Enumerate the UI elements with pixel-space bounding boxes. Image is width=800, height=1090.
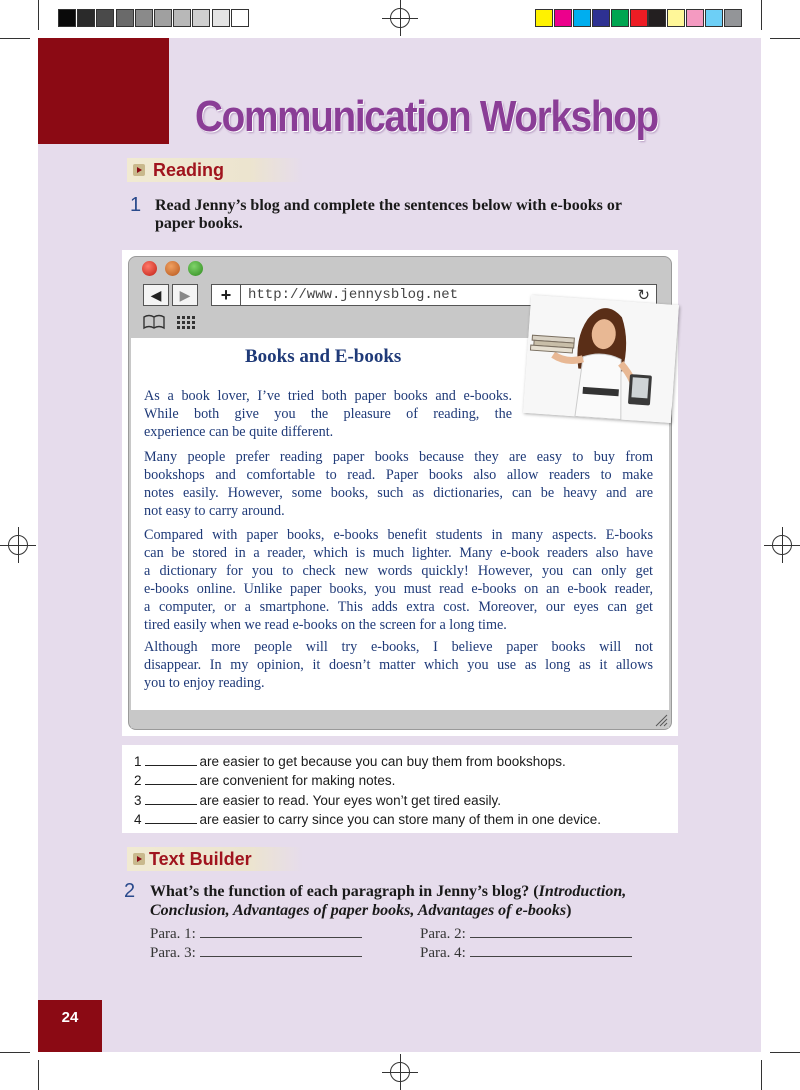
url-text[interactable]: http://www.jennysblog.net bbox=[248, 287, 459, 303]
blog-title: Books and E-books bbox=[245, 346, 402, 367]
registration-mark-right bbox=[764, 527, 800, 563]
page-number: 24 bbox=[61, 1009, 79, 1026]
para-3-label: Para. 3: bbox=[150, 945, 196, 961]
page-title: Communication Workshop bbox=[195, 92, 658, 141]
grayscale-swatch bbox=[96, 9, 114, 27]
question-2-line1 bbox=[150, 883, 626, 901]
new-tab-button[interactable]: + bbox=[212, 285, 241, 305]
color-swatch bbox=[705, 9, 723, 27]
sentence-blank[interactable] bbox=[145, 772, 197, 785]
status-bar bbox=[131, 710, 669, 728]
para-4-answer bbox=[420, 944, 632, 962]
sentence-number: 2 bbox=[134, 773, 142, 789]
para-2-label: Para. 2: bbox=[420, 926, 466, 942]
question-2-text: What’s the function of each paragraph in Jenny’s blog? ( bbox=[150, 883, 539, 900]
crop-mark bbox=[761, 1060, 762, 1090]
question-2-options-part1: Introduction, bbox=[538, 883, 627, 900]
grayscale-swatch bbox=[192, 9, 210, 27]
minimize-dot-icon[interactable] bbox=[165, 261, 180, 276]
blog-paragraph-2-line: Many people prefer reading paper books because they are easy to buy from bbox=[144, 449, 653, 465]
grayscale-swatch bbox=[212, 9, 230, 27]
corner-block bbox=[38, 38, 169, 144]
grayscale-swatch bbox=[154, 9, 172, 27]
para-1-blank[interactable] bbox=[200, 925, 362, 938]
color-swatch bbox=[630, 9, 648, 27]
page-number-box bbox=[38, 1000, 102, 1052]
blog-paragraph-3-line: a computer, or a smartphone. This adds extra cost. Moreover, our eyes can get bbox=[144, 599, 653, 615]
sentence-number: 4 bbox=[134, 811, 142, 827]
blog-paragraph-1-line: experience can be quite different. bbox=[144, 424, 334, 440]
para-2-blank[interactable] bbox=[470, 925, 632, 938]
grayscale-swatch bbox=[58, 9, 76, 27]
para-3-blank[interactable] bbox=[200, 944, 362, 957]
sentence-text: are easier to carry since you can store many of them in one device. bbox=[199, 811, 601, 827]
color-swatch bbox=[554, 9, 572, 27]
sentence-text: are easier to get because you can buy them from bookshops. bbox=[199, 754, 566, 769]
grayscale-swatch bbox=[231, 9, 249, 27]
blog-paragraph-1-line: As a book lover, I’ve tried both paper books and e-books. bbox=[144, 388, 512, 404]
close-dot-icon[interactable] bbox=[142, 261, 157, 276]
blog-photo bbox=[523, 295, 679, 423]
sentence-number: 1 bbox=[134, 754, 142, 769]
sentence-blank[interactable] bbox=[145, 811, 197, 824]
blog-paragraph-2-line: not easy to carry around. bbox=[144, 503, 285, 519]
registration-mark-left bbox=[0, 527, 36, 563]
sentence-text: are easier to read. Your eyes won’t get tired easily. bbox=[199, 792, 501, 808]
sentence-item bbox=[134, 792, 501, 808]
blog-paragraph-3-line: a dictionary for you to check new words quickly! However, you can only get bbox=[144, 563, 653, 579]
blog-paragraph-2-line: bookshops and comfortable to read. Paper books also allow readers to make bbox=[144, 467, 653, 483]
color-swatch bbox=[592, 9, 610, 27]
color-swatch bbox=[667, 9, 685, 27]
sentence-text: are convenient for making notes. bbox=[199, 773, 396, 789]
blog-paragraph-3-line: Compared with paper books, e-books benefit students in many aspects. E-books bbox=[144, 527, 653, 543]
sentence-blank[interactable] bbox=[145, 753, 197, 766]
refresh-icon[interactable]: ↻ bbox=[637, 287, 650, 304]
blog-paragraph-3-line: can be stored in a reader, which is much lighter. Many e-book readers also have bbox=[144, 545, 653, 561]
color-swatch bbox=[535, 9, 553, 27]
question-1-instruction-line2: paper books. bbox=[155, 215, 243, 232]
blog-paragraph-4-line: disappear. In my opinion, it doesn’t matter which you use as long as it allows bbox=[144, 657, 653, 673]
para-1-label: Para. 1: bbox=[150, 926, 196, 942]
crop-mark bbox=[770, 1052, 800, 1053]
resize-handle-icon[interactable] bbox=[654, 713, 668, 727]
color-swatch bbox=[724, 9, 742, 27]
reading-section-tag bbox=[127, 158, 303, 182]
blog-paragraph-4-line: you to enjoy reading. bbox=[144, 675, 265, 691]
question-2-options-part2: Conclusion, Advantages of paper books, Advantages of e-books bbox=[150, 902, 567, 919]
sentence-item bbox=[134, 811, 601, 827]
para-2-answer bbox=[420, 925, 632, 943]
crop-mark bbox=[0, 1052, 30, 1053]
crop-mark bbox=[761, 0, 762, 30]
back-button[interactable]: ◀ bbox=[143, 284, 169, 306]
sentence-number: 3 bbox=[134, 792, 142, 808]
question-1-instruction-line1: Read Jenny’s blog and complete the sentences below with e-books or bbox=[155, 197, 622, 214]
color-swatch bbox=[573, 9, 591, 27]
reading-label: Reading bbox=[153, 160, 225, 180]
maximize-dot-icon[interactable] bbox=[188, 261, 203, 276]
sentence-item bbox=[134, 753, 566, 769]
blog-paragraph-1-line: While both give you the pleasure of reading, the bbox=[144, 406, 512, 422]
blog-paragraph-3-line: e-books online. Unlike paper books, you must read e-books on an e-book reader, bbox=[144, 581, 653, 597]
color-swatch bbox=[611, 9, 629, 27]
question-2-number: 2 bbox=[124, 880, 136, 902]
blog-paragraph-2-line: notes easily. However, some books, such as dictionaries, can be heavy and are bbox=[144, 485, 653, 501]
grayscale-swatch bbox=[173, 9, 191, 27]
bullet-icon bbox=[133, 164, 145, 176]
question-1-number: 1 bbox=[130, 194, 142, 216]
grayscale-swatch bbox=[116, 9, 134, 27]
crop-mark bbox=[0, 38, 30, 39]
crop-mark bbox=[770, 38, 800, 39]
grayscale-swatch bbox=[135, 9, 153, 27]
color-swatch bbox=[648, 9, 666, 27]
registration-mark-top bbox=[382, 0, 418, 36]
woman-with-books-illustration bbox=[523, 295, 679, 423]
para-4-label: Para. 4: bbox=[420, 945, 466, 961]
text-builder-label: Text Builder bbox=[149, 849, 252, 869]
blog-paragraph-4-line: Although more people will try e-books, I believe paper books will not bbox=[144, 639, 653, 655]
question-2-line2 bbox=[150, 902, 571, 920]
book-icon[interactable] bbox=[143, 314, 165, 330]
forward-button[interactable]: ▶ bbox=[172, 284, 198, 306]
color-swatch bbox=[686, 9, 704, 27]
crop-mark bbox=[38, 1060, 39, 1090]
bullet-icon bbox=[133, 853, 145, 865]
para-3-answer bbox=[150, 944, 362, 962]
sentence-item bbox=[134, 772, 395, 788]
question-2-close: ) bbox=[566, 902, 572, 919]
grid-icon[interactable] bbox=[177, 316, 197, 330]
text-builder-section-tag bbox=[127, 847, 303, 871]
crop-mark bbox=[38, 0, 39, 30]
sentence-blank[interactable] bbox=[145, 792, 197, 805]
para-4-blank[interactable] bbox=[470, 944, 632, 957]
para-1-answer bbox=[150, 925, 362, 943]
grayscale-swatch bbox=[77, 9, 95, 27]
registration-mark-bottom bbox=[382, 1054, 418, 1090]
blog-paragraph-3-line: tired easily when we read e-books on the screen for a long time. bbox=[144, 617, 507, 633]
